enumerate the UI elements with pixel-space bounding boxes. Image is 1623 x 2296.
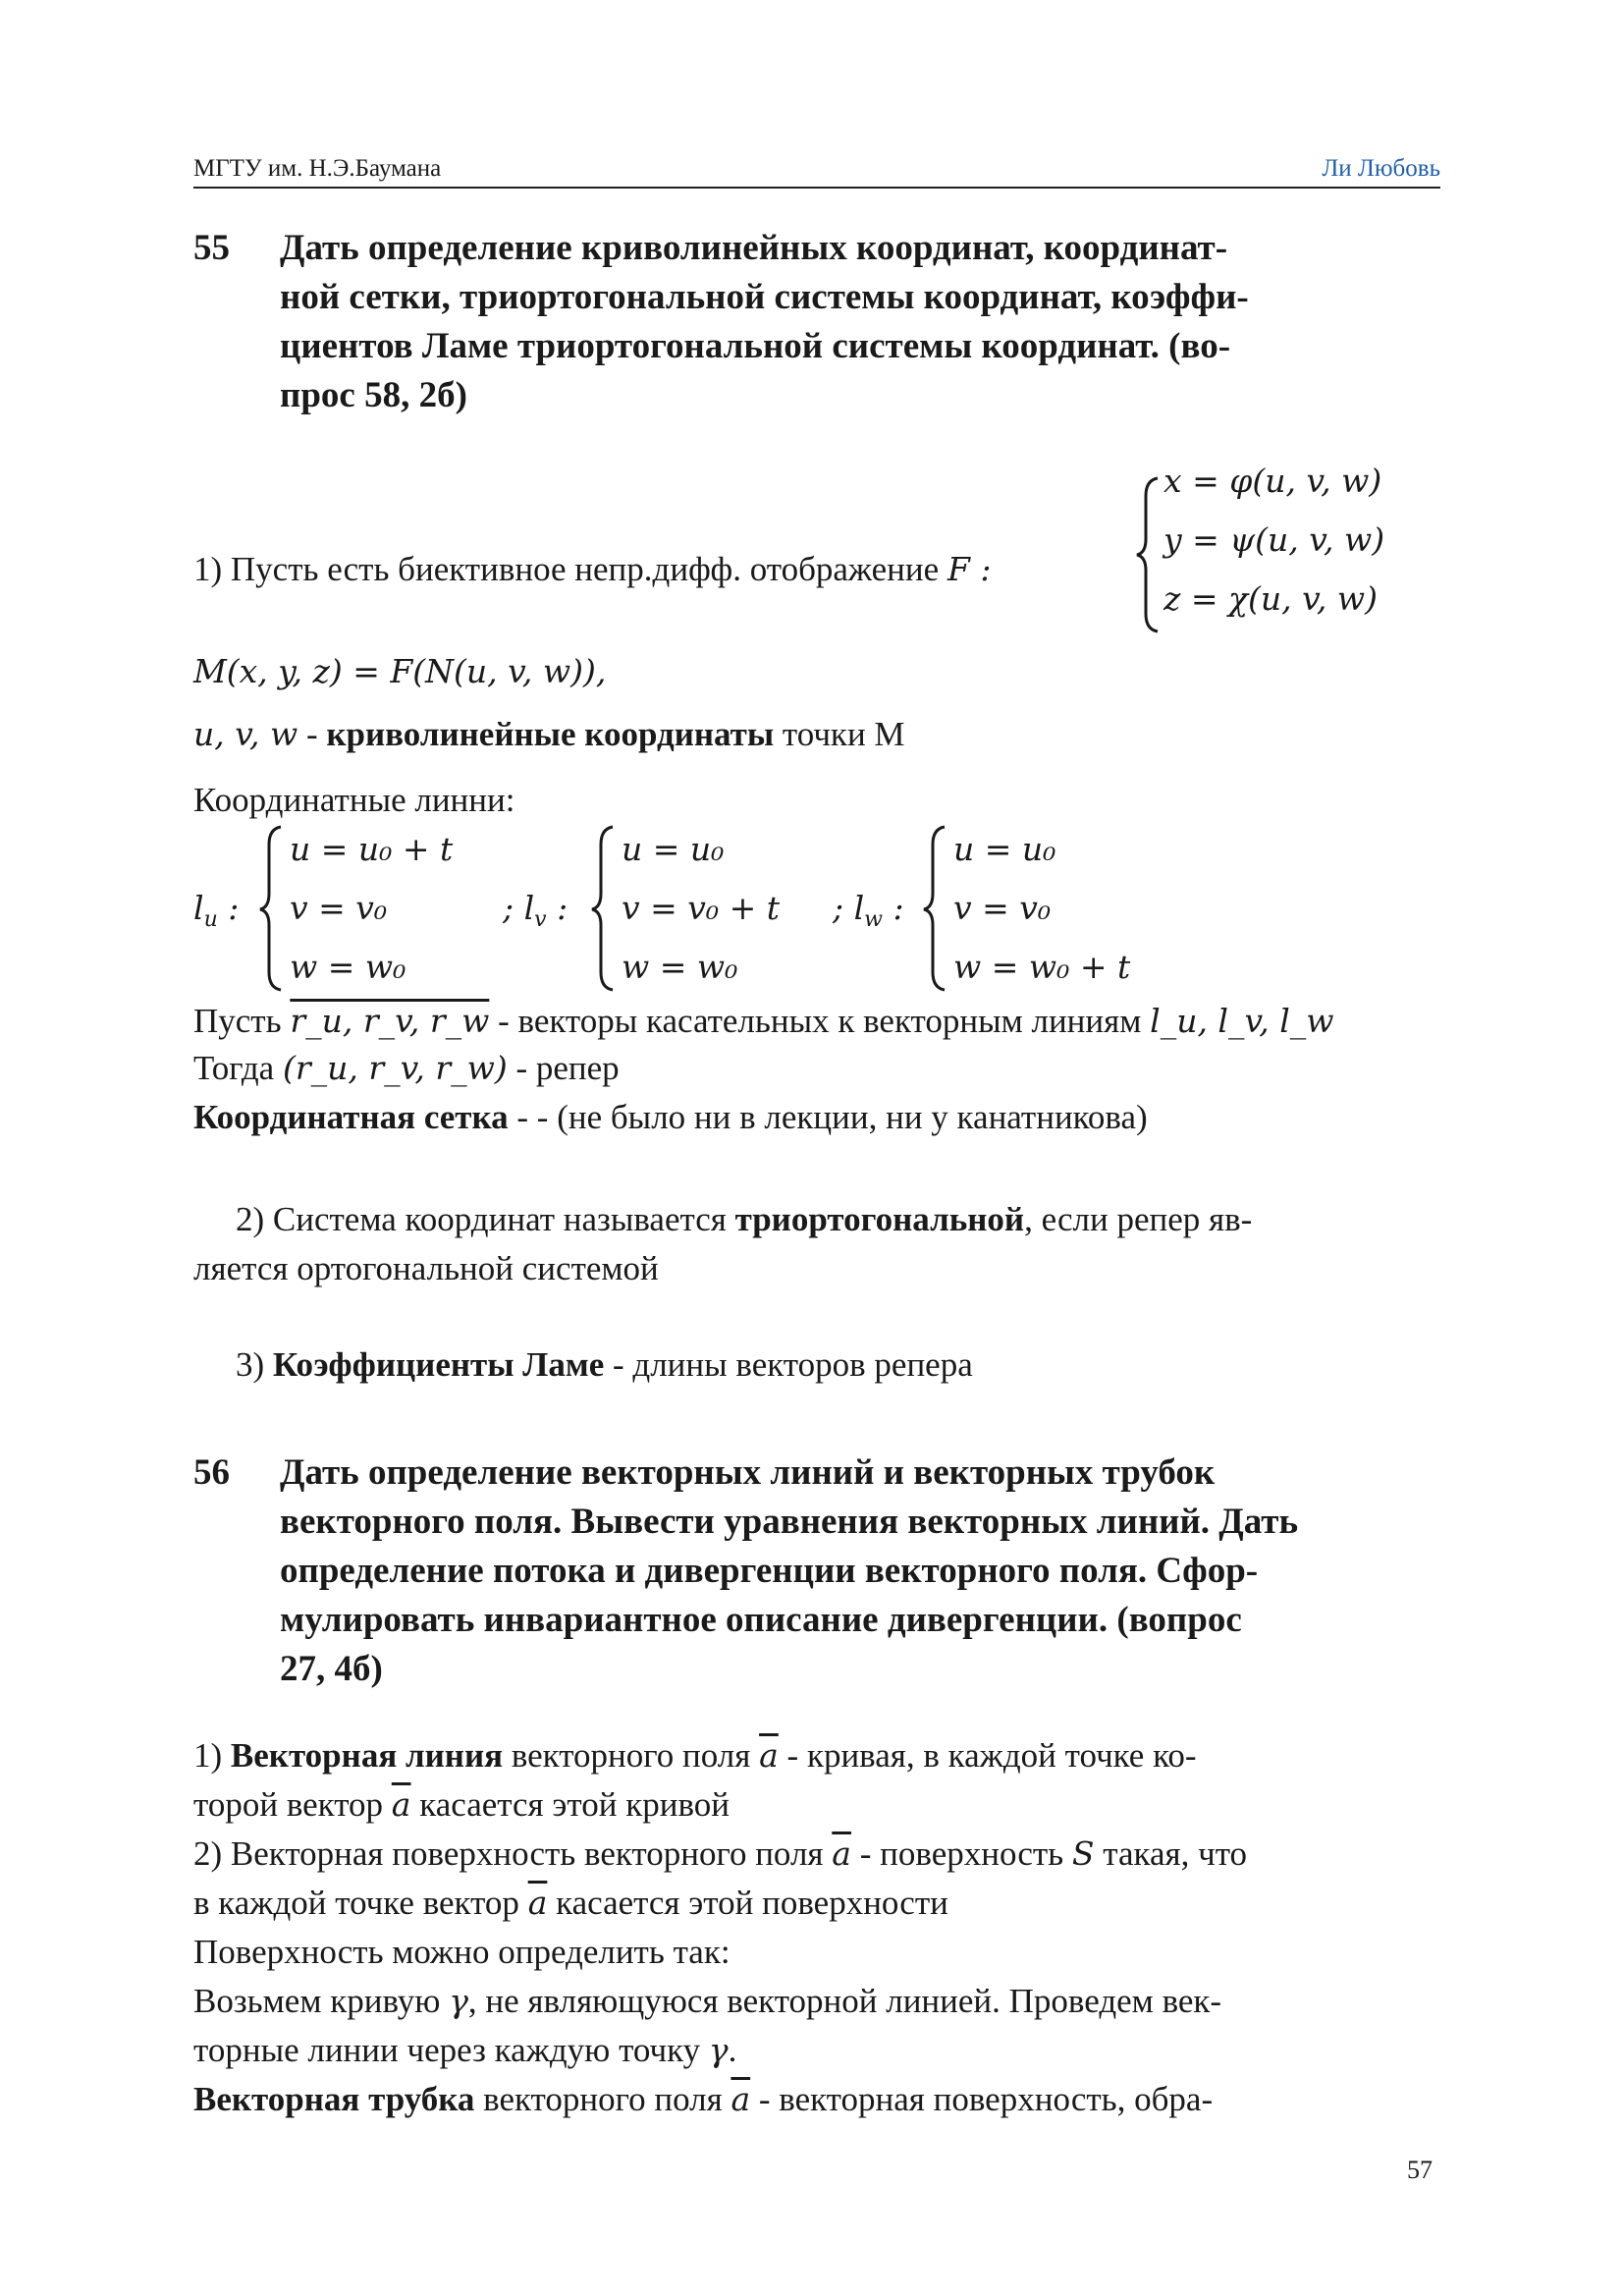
equation: w = w₀ bbox=[290, 948, 406, 986]
heading-line: Дать определение векторных линий и векторных трубок bbox=[280, 1452, 1216, 1493]
text: - кривая, в каждой точке ко- bbox=[778, 1736, 1197, 1775]
tangent-vectors-line bbox=[193, 1002, 1334, 1041]
heading-line: векторного поля. Вывести уравнения векторных линий. Дать bbox=[280, 1502, 1299, 1542]
heading-line: 27, 4б) bbox=[280, 1649, 383, 1689]
text: 2) Система координат называется bbox=[236, 1200, 735, 1238]
text: касается этой кривой bbox=[410, 1785, 730, 1824]
term: Координатная сетка bbox=[193, 1098, 509, 1136]
text: - векторная поверхность, обра- bbox=[750, 2080, 1214, 2118]
text: 3) bbox=[236, 1345, 273, 1384]
text: касается этой поверхности bbox=[547, 1884, 948, 1922]
text: l bbox=[193, 889, 204, 927]
left-brace-icon bbox=[1134, 476, 1163, 633]
vector-surface-definition-cont bbox=[193, 1884, 948, 1923]
term: Векторная трубка bbox=[193, 2080, 475, 2118]
vector-tube-definition bbox=[193, 2080, 1213, 2119]
equation: v = v₀ bbox=[953, 889, 1052, 927]
heading-line: циентов Ламе триортогональной системы координат. (во- bbox=[280, 326, 1231, 366]
math-S: S bbox=[1071, 1834, 1095, 1873]
left-brace-icon bbox=[589, 825, 619, 992]
term: Векторная линия bbox=[230, 1736, 504, 1775]
vector-line-definition bbox=[193, 1736, 1196, 1776]
coord-lines-label: Координатные линни: bbox=[193, 781, 515, 819]
text: 1) Пусть есть биективное непр.дифф. отображение bbox=[193, 550, 940, 588]
term: Коэффициенты Ламе bbox=[272, 1345, 605, 1384]
lw-label bbox=[833, 889, 904, 932]
text: - - (не было ни в лекции, ни у канатникова) bbox=[508, 1098, 1148, 1136]
math-vector-a: $\overline{a}$ bbox=[832, 1834, 851, 1873]
left-brace-icon bbox=[921, 825, 950, 992]
lame-definition bbox=[236, 1345, 973, 1385]
text: - репер bbox=[507, 1049, 620, 1087]
text: ; l bbox=[833, 889, 865, 927]
equation: z = χ(u, v, w) bbox=[1163, 579, 1378, 618]
math-vector-a: $\overline{a}$ bbox=[730, 2080, 751, 2118]
math-vector-a: $\overline{a}$ bbox=[759, 1736, 779, 1775]
equation: v = v₀ + t bbox=[622, 889, 781, 927]
section-number: 55 bbox=[193, 228, 230, 268]
text: Пусть bbox=[193, 1002, 291, 1040]
curvilinear-definition bbox=[193, 715, 905, 754]
math-lines: l_u, l_v, l_w bbox=[1150, 1002, 1334, 1040]
lu-label bbox=[193, 889, 239, 932]
text: : bbox=[883, 889, 904, 927]
equation: v = v₀ bbox=[290, 889, 388, 927]
equation: x = φ(u, v, w) bbox=[1163, 462, 1382, 500]
term: криволинейные координаты bbox=[326, 715, 775, 753]
heading-line: Дать определение криволинейных координат, координат- bbox=[280, 228, 1228, 268]
text: - поверхность bbox=[850, 1834, 1072, 1873]
header-author: Ли Любовь bbox=[1322, 155, 1440, 182]
section-number: 56 bbox=[193, 1452, 230, 1493]
grid-line bbox=[193, 1098, 1148, 1137]
surface-definition-intro: Поверхность можно определить так: bbox=[193, 1933, 730, 1971]
left-brace-icon bbox=[257, 825, 287, 992]
math-gamma: γ bbox=[449, 1982, 468, 2020]
curve-construction-cont bbox=[193, 2031, 736, 2070]
running-header bbox=[193, 149, 1440, 189]
math-gamma: γ bbox=[708, 2031, 729, 2069]
text: - длины векторов репера bbox=[604, 1345, 973, 1384]
math-vector-a: $\overline{a}$ bbox=[391, 1785, 411, 1824]
math-uvw: u, v, w bbox=[193, 715, 298, 753]
heading-line: мулировать инвариантное описание дивергенции. (вопрос bbox=[280, 1600, 1242, 1640]
math-frame: (r_u, r_v, r_w) bbox=[282, 1049, 508, 1087]
subscript: v bbox=[534, 907, 547, 932]
header-university: МГТУ им. Н.Э.Баумана bbox=[193, 155, 442, 182]
vector-line-definition-cont bbox=[193, 1785, 730, 1825]
text: торные линии через каждую точку bbox=[193, 2031, 709, 2069]
text: такая, что bbox=[1094, 1834, 1248, 1873]
text: - bbox=[298, 715, 327, 753]
frame-line bbox=[193, 1049, 620, 1088]
curve-construction bbox=[193, 1982, 1221, 2021]
lv-label bbox=[503, 889, 568, 932]
equation-M: M(x, y, z) = F(N(u, v, w)), bbox=[193, 652, 607, 690]
triorthogonal-definition-cont: ляется ортогональной системой bbox=[193, 1249, 659, 1287]
text: : bbox=[217, 889, 240, 927]
text: Тогда bbox=[193, 1049, 283, 1087]
equation: w = w₀ + t bbox=[953, 948, 1131, 986]
mapping-sentence bbox=[193, 550, 991, 589]
equation: u = u₀ bbox=[953, 830, 1056, 868]
text: векторного поля bbox=[503, 1736, 760, 1775]
text: точки M bbox=[774, 715, 905, 753]
text: 1) bbox=[193, 1736, 231, 1775]
text: 2) Векторная поверхность векторного поля bbox=[193, 1834, 833, 1873]
equation: u = u₀ bbox=[622, 830, 725, 868]
subscript: w bbox=[864, 907, 884, 932]
heading-line: прос 58, 2б) bbox=[280, 375, 467, 415]
triorthogonal-definition bbox=[236, 1200, 1252, 1239]
vector-surface-definition bbox=[193, 1834, 1247, 1874]
text: Возьмем кривую bbox=[193, 1982, 450, 2020]
text: торой вектор bbox=[193, 1785, 392, 1824]
equation: y = ψ(u, v, w) bbox=[1163, 520, 1385, 559]
math-F: F : bbox=[947, 550, 992, 588]
text: векторного поля bbox=[474, 2080, 731, 2118]
equation: w = w₀ bbox=[622, 948, 738, 986]
text: - векторы касательных к векторным линиям bbox=[489, 1002, 1151, 1040]
text: . bbox=[728, 2031, 737, 2069]
text: : bbox=[546, 889, 568, 927]
heading-line: определение потока и дивергенции векторного поля. Сфор- bbox=[280, 1551, 1259, 1591]
equation: u = u₀ + t bbox=[290, 830, 454, 868]
math-tangent-vectors: r_u, r_v, r_w bbox=[290, 1002, 490, 1040]
heading-line: ной сетки, триортогональной системы координат, коэффи- bbox=[280, 277, 1249, 317]
subscript: u bbox=[203, 907, 218, 932]
text: ; l bbox=[503, 889, 535, 927]
text: , если репер яв- bbox=[1024, 1200, 1253, 1238]
math-vector-a: $\overline{a}$ bbox=[527, 1884, 548, 1922]
term: триортогональной bbox=[734, 1200, 1025, 1238]
text: , не являющуюся векторной линией. Проведем век- bbox=[467, 1982, 1222, 2020]
text: в каждой точке вектор bbox=[193, 1884, 528, 1922]
page-number: 57 bbox=[1407, 2156, 1433, 2184]
